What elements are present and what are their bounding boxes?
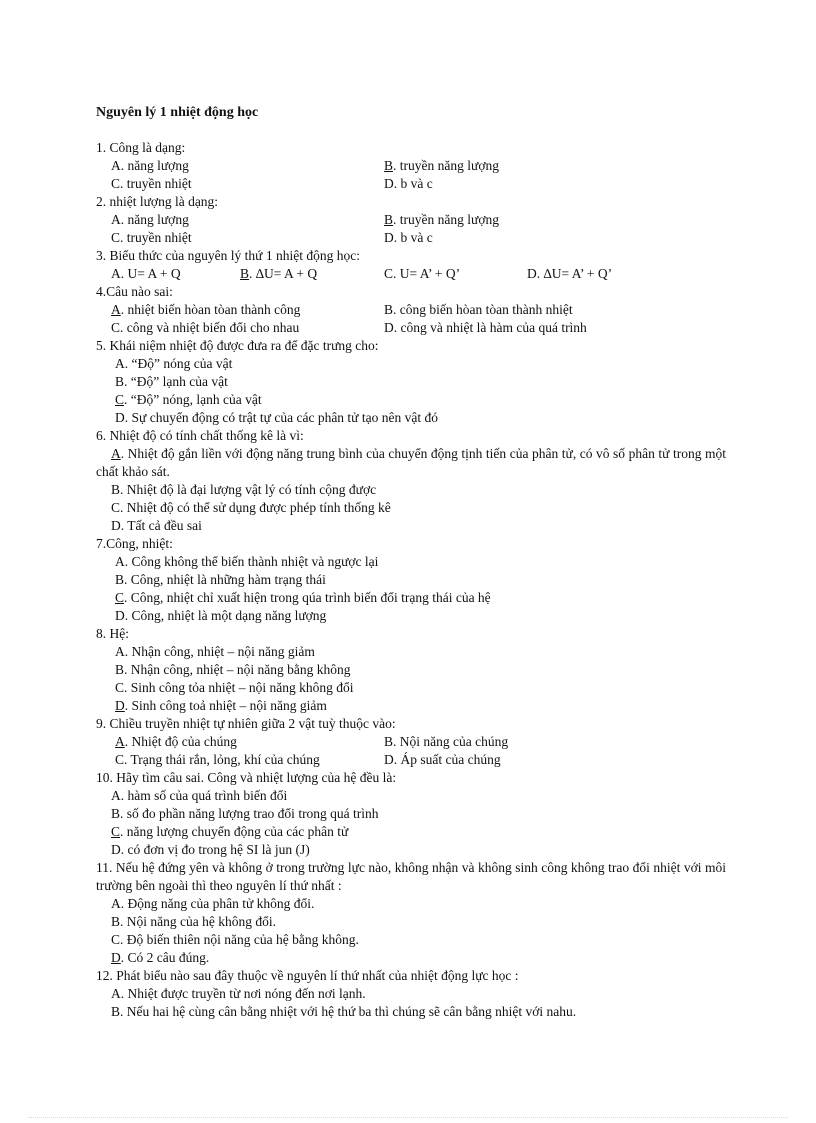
option-c: C. U= A’ + Q’: [384, 266, 461, 281]
option-c: C. Sinh công tỏa nhiệt – nội năng không đổi: [115, 680, 354, 695]
option-b: [384, 211, 499, 229]
option-c: [96, 823, 726, 841]
option-a-text: . Nhiệt độ của chúng: [124, 734, 237, 749]
question-7-stem: 7.Công, nhiệt:: [96, 536, 173, 551]
option-d: D. b và c: [384, 176, 433, 191]
answer-marker: B: [384, 158, 394, 173]
option-a: [96, 445, 726, 481]
question-list: [96, 139, 726, 1021]
option-b: [240, 265, 317, 283]
option-c: C. truyền nhiệt: [111, 176, 192, 191]
option-c: C. truyền nhiệt: [111, 230, 192, 245]
option-d: D. b và c: [384, 230, 433, 245]
question-9-options-row-2: [96, 751, 726, 769]
option-b-text: . truyền năng lượng: [393, 212, 499, 227]
answer-marker: A: [115, 734, 125, 749]
question-10-stem: 10. Hãy tìm câu sai. Công và nhiệt lượng của hệ đều là:: [96, 770, 397, 785]
option-a: A. Nhiệt được truyền từ nơi nóng đến nơi lạnh.: [111, 986, 366, 1001]
option-a: A. Động năng của phân tử không đổi.: [111, 896, 315, 911]
option-c-text: . năng lượng chuyển động của các phân tử: [120, 824, 349, 839]
answer-marker: C: [115, 590, 125, 605]
option-d: D. Công, nhiệt là một dạng năng lượng: [115, 608, 327, 623]
option-d: D. ∆U= A’ + Q’: [527, 266, 613, 281]
question-4-stem: 4.Câu nào sai:: [96, 284, 173, 299]
option-d: D. Áp suất của chúng: [384, 752, 501, 767]
option-d: D. Sự chuyển động có trật tự của các phân tử tạo nên vật đó: [115, 410, 438, 425]
option-a: A. hàm số của quá trình biến đổi: [111, 788, 288, 803]
question-4-options-row-2: [96, 319, 726, 337]
question-1-options-row-2: [96, 175, 726, 193]
option-d: D. công và nhiệt là hàm của quá trình: [384, 320, 587, 335]
question-3-stem: 3. Biểu thức của nguyên lý thứ 1 nhiệt động học:: [96, 248, 360, 263]
option-a: [111, 301, 300, 319]
option-b-text: . ∆U= A + Q: [249, 266, 318, 281]
option-b: B. Nếu hai hệ cùng cân bằng nhiệt với hệ thứ ba thì chúng sẽ cân bằng nhiệt với nahu.: [111, 1004, 577, 1019]
option-d: D. Tất cả đều sai: [111, 518, 202, 533]
option-b: B. Công, nhiệt là những hàm trạng thái: [115, 572, 326, 587]
answer-marker: D: [111, 950, 121, 965]
option-d: [96, 949, 726, 967]
answer-marker: A: [111, 446, 121, 461]
option-b: [384, 157, 499, 175]
answer-marker: A: [111, 302, 121, 317]
question-6-stem: 6. Nhiệt độ có tính chất thống kê là vì:: [96, 428, 304, 443]
answer-marker: D: [115, 698, 125, 713]
option-b-text: . truyền năng lượng: [393, 158, 499, 173]
option-c-text: . Công, nhiệt chỉ xuất hiện trong qúa trình biến đổi trạng thái của hệ: [124, 590, 491, 605]
option-d: D. có đơn vị đo trong hệ SI là jun (J): [111, 842, 310, 857]
question-2-options-row-1: [96, 211, 726, 229]
option-b: B. số đo phần năng lượng trao đổi trong quá trình: [111, 806, 379, 821]
question-2-stem: 2. nhiệt lượng là dạng:: [96, 194, 219, 209]
answer-marker: B: [384, 212, 394, 227]
question-1-stem: 1. Công là dạng:: [96, 140, 186, 155]
option-a: A. U= A + Q: [111, 266, 181, 281]
option-a: A. “Độ” nóng của vật: [115, 356, 233, 371]
page-title: Nguyên lý 1 nhiệt động học: [96, 105, 259, 120]
option-d: [96, 697, 726, 715]
option-c: C. công và nhiệt biến đổi cho nhau: [111, 320, 300, 335]
answer-marker: C: [111, 824, 121, 839]
option-b: B. “Độ” lạnh của vật: [115, 374, 228, 389]
question-4-options-row-1: [96, 301, 726, 319]
option-a: A. năng lượng: [111, 158, 189, 173]
option-c: C. Độ biến thiên nội năng của hệ bằng không.: [111, 932, 359, 947]
option-a: [115, 733, 237, 751]
option-b: B. Nội năng của chúng: [384, 734, 509, 749]
question-2-options-row-2: [96, 229, 726, 247]
question-5-stem: 5. Khái niệm nhiệt độ được đưa ra để đặc trưng cho:: [96, 338, 379, 353]
option-c: C. Trạng thái rắn, lỏng, khí của chúng: [115, 752, 320, 767]
question-8-stem: 8. Hệ:: [96, 626, 129, 641]
question-9-stem: 9. Chiều truyền nhiệt tự nhiên giữa 2 vật tuỳ thuộc vào:: [96, 716, 396, 731]
question-11-stem: 11. Nếu hệ đứng yên và không ở trong trường lực nào, không nhận và không sinh công không trao đổi nhiệt với môi trường bên ngoài thì theo nguyên lí thứ nhất :: [96, 860, 726, 893]
option-c: [96, 391, 726, 409]
option-a-text: . Nhiệt độ gắn liền với động năng trung bình của chuyển động tịnh tiến của phân tử, có vô số phân tử trong một chất khảo sát.: [96, 446, 726, 479]
option-b: B. công biến hòan tòan thành nhiệt: [384, 302, 573, 317]
option-a-text: . nhiệt biến hòan tòan thành công: [120, 302, 301, 317]
page-bottom-divider: [28, 1117, 788, 1118]
option-c: [96, 589, 726, 607]
option-c-text: . “Độ” nóng, lạnh của vật: [124, 392, 262, 407]
option-b: B. Nội năng của hệ không đổi.: [111, 914, 276, 929]
answer-marker: B: [240, 266, 250, 281]
question-1-options-row-1: [96, 157, 726, 175]
question-9-options-row-1: [96, 733, 726, 751]
option-a: A. Nhận công, nhiệt – nội năng giảm: [115, 644, 315, 659]
question-12-stem: 12. Phát biểu nào sau đây thuộc về nguyên lí thứ nhất của nhiệt động lực học :: [96, 968, 519, 983]
option-b: B. Nhận công, nhiệt – nội năng bằng không: [115, 662, 351, 677]
option-d-text: . Sinh công toả nhiệt – nội năng giảm: [124, 698, 327, 713]
option-b: B. Nhiệt độ là đại lượng vật lý có tính cộng được: [111, 482, 377, 497]
answer-marker: C: [115, 392, 125, 407]
question-3-options-row: [96, 265, 726, 283]
option-c: C. Nhiệt độ có thể sử dụng được phép tính thống kê: [111, 500, 391, 515]
option-a: A. năng lượng: [111, 212, 189, 227]
option-d-text: . Có 2 câu đúng.: [120, 950, 210, 965]
option-a: A. Công không thể biến thành nhiệt và ngược lại: [115, 554, 379, 569]
